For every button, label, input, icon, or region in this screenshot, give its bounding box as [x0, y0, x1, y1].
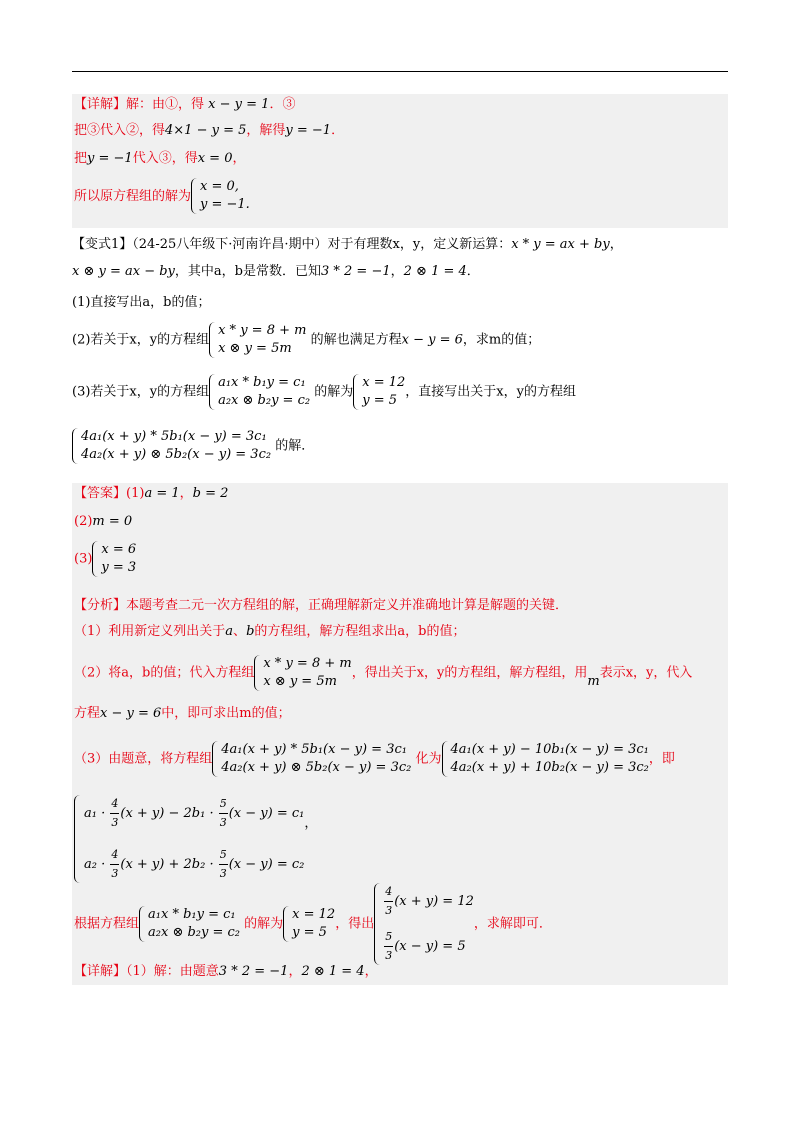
answer-tag: 【答案】 [74, 486, 127, 501]
detail-tag: 【详解】 [74, 97, 127, 112]
question-3-target-system: 4a₁(x + y) * 5b₁(x − y) = 3c₁ 4a₂(x + y) ⊗ 5b₂(x − y) = 3c₂ 的解． [72, 428, 314, 464]
detail-2-line-1: 【详解】（1）解：由题意3 * 2 = −1，2 ⊗ 1 = 4， [74, 964, 378, 979]
answer-line-1: 【答案】(1)a = 1，b = 2 [74, 486, 229, 501]
question-2-system: x * y = 8 + m x ⊗ y = 5m [209, 322, 306, 358]
answer-line-3: (3) x = 6 y = 3 [74, 542, 137, 575]
detail-block-1 [72, 94, 728, 228]
detail-line-3: 把y = −1代入③，得x = 0， [74, 151, 246, 166]
question-3-system: a₁x * b₁y = c₁ a₂x ⊗ b₂y = c₂ [209, 374, 310, 410]
variant-line-2: x ⊗ y = ax − by，其中a，b是常数．已知3 * 2 = −1，2 ⊗ 1 = 4． [72, 264, 480, 279]
analysis-point-4: 根据方程组 a₁x * b₁y = c₁ a₂x ⊗ b₂y = c₂ 的解为 x = 12 y = 5 ，得出 $\frac{4}{3}$ (x + y) = 12 $\frac{5}{3}$ (x − y) = 5 ，求解即可． [74, 883, 552, 965]
analysis-tag: 【分析】 [74, 598, 127, 613]
variant-tag: 【变式1】 [72, 237, 133, 252]
detail-line-4: 所以原方程组的解为 x = 0, y = −1. [74, 179, 250, 212]
question-3: (3)若关于x，y的方程组 a₁x * b₁y = c₁ a₂x ⊗ b₂y = c₂ 的解为 x = 12 y = 5 ，直接写出关于x，y的方程组 [72, 375, 576, 408]
detail-line-2: 把③代入②，得4×1 − y = 5，解得y = −1． [74, 123, 345, 138]
analysis-point-2: （2）将a，b的值；代入方程组 x * y = 8 + m x ⊗ y = 5m ，得出关于x，y的方程组，解方程组，用m表示x，y，代入 [74, 656, 693, 689]
variant-line-1: 【变式1】（24-25八年级下·河南许昌·期中）对于有理数x，y，定义新运算：x * y = ax + by， [72, 237, 623, 252]
detail-2-tag: 【详解】 [74, 964, 127, 979]
question-2: (2)若关于x，y的方程组 x * y = 8 + m x ⊗ y = 5m 的解也满足方程x − y = 6，求m的值； [72, 323, 541, 356]
answer-block [72, 483, 728, 985]
answer-line-2: (2)m = 0 [74, 514, 133, 529]
analysis-point-1: （1）利用新定义列出关于a、b的方程组，解方程组求出a，b的值； [74, 624, 466, 639]
question-1: (1)直接写出a，b的值； [72, 295, 211, 310]
analysis-intro: 【分析】本题考查二元一次方程组的解，正确理解新定义并准确地计算是解题的关键． [74, 598, 569, 613]
analysis-point-2-cont: 方程x − y = 6中，即可求出m的值； [74, 706, 291, 721]
detail-line-1: 【详解】解：由①，得 x − y = 1．③ [74, 97, 296, 112]
header-rule [72, 71, 728, 72]
question-3-solution: x = 12 y = 5 [353, 374, 405, 410]
solution-system: x = 0, y = −1. [191, 178, 250, 214]
analysis-point-3-system: a₁ · $\frac{4}{3}$ (x + y) − 2b₁ · $\frac{5}{3}$ (x − y) = c₁ a₂ · $\frac{4}{3}$ (x + y) + 2b₂ · $\frac{5}{3}$ (x − y) = c₂ ， [74, 795, 317, 883]
analysis-point-3: （3）由题意，将方程组 4a₁(x + y) * 5b₁(x − y) = 3c₁ 4a₂(x + y) ⊗ 5b₂(x − y) = 3c₂ 化为 4a₁(x + y) − 10b₁(x − y) = 3c₁ 4a₂(x + y) + 10b₂(x − y) = 3c₂ ，即 [74, 742, 675, 775]
